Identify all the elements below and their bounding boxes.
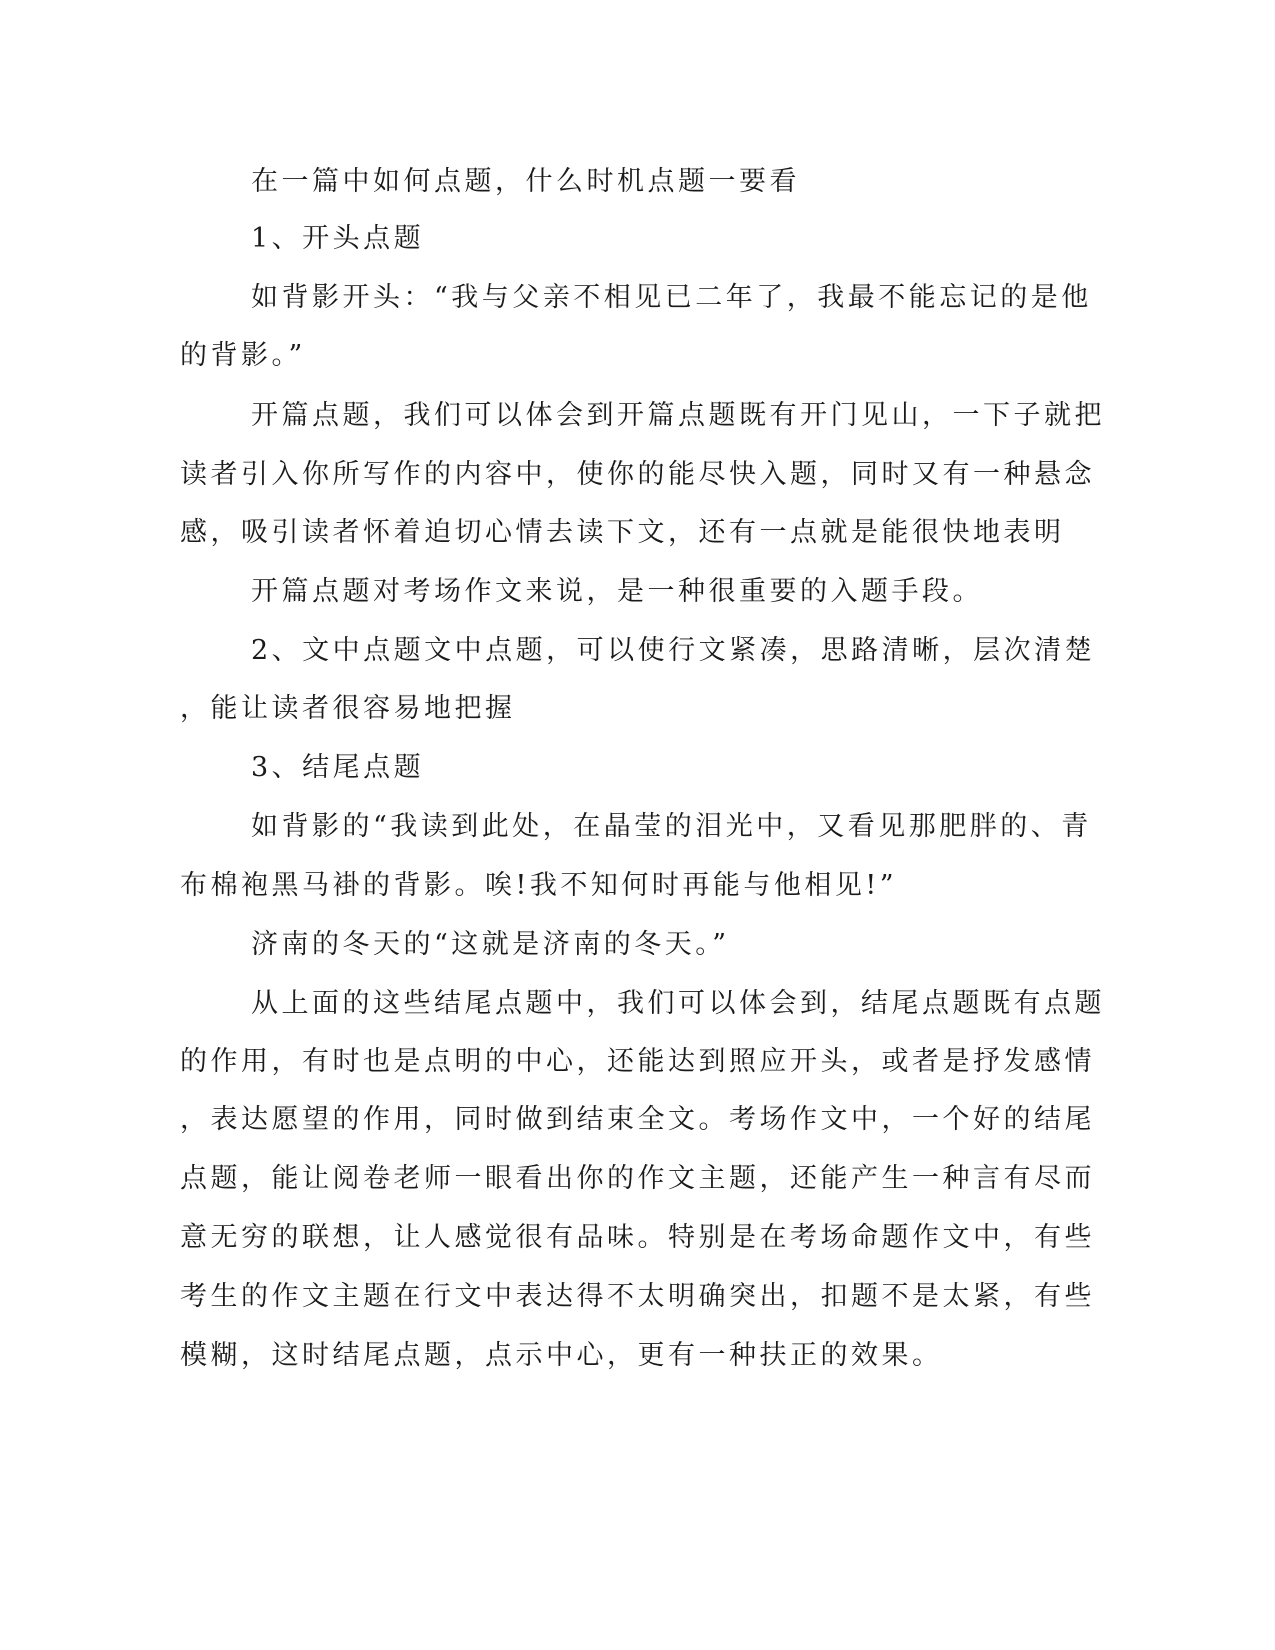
text-line: 开篇点题对考场作文来说，是一种很重要的入题手段。 xyxy=(251,576,983,607)
text-line: 如背影开头：“我与父亲不相见已二年了，我最不能忘记的是他 xyxy=(251,282,1092,313)
heading-opening-point: 1、开头点题 xyxy=(251,223,425,254)
text-line: 考生的作文主题在行文中表达得不太明确突出，扣题不是太紧，有些 xyxy=(180,1281,1095,1312)
heading-ending-point: 3、结尾点题 xyxy=(251,752,425,783)
text-line: 开篇点题，我们可以体会到开篇点题既有开门见山，一下子就把 xyxy=(251,400,1105,431)
text-line: 的背影。” xyxy=(180,340,306,371)
text-line: 布棉袍黑马褂的背影。唉!我不知何时再能与他相见!” xyxy=(180,870,898,901)
text-line: 点题，能让阅卷老师一眼看出你的作文主题，还能产生一种言有尽而 xyxy=(180,1163,1095,1194)
text-line-intro: 在一篇中如何点题，什么时机点题一要看 xyxy=(251,166,800,197)
text-line: 意无穷的联想，让人感觉很有品味。特别是在考场命题作文中，有些 xyxy=(180,1222,1095,1253)
text-line: 济南的冬天的“这就是济南的冬天。” xyxy=(251,929,730,960)
text-line: 如背影的“我读到此处，在晶莹的泪光中，又看见那肥胖的、青 xyxy=(251,811,1092,842)
text-line: 的作用，有时也是点明的中心，还能达到照应开头，或者是抒发感情 xyxy=(180,1046,1095,1077)
heading-middle-point: 2、文中点题文中点题，可以使行文紧凑，思路清晰，层次清楚 xyxy=(251,635,1096,666)
text-line: 从上面的这些结尾点题中，我们可以体会到，结尾点题既有点题 xyxy=(251,988,1105,1019)
text-line: 读者引入你所写作的内容中，使你的能尽快入题，同时又有一种悬念 xyxy=(180,459,1095,490)
text-line: ，能让读者很容易地把握 xyxy=(180,693,516,724)
text-line: ，表达愿望的作用，同时做到结束全文。考场作文中，一个好的结尾 xyxy=(180,1104,1095,1135)
text-line: 感，吸引读者怀着迫切心情去读下文，还有一点就是能很快地表明 xyxy=(180,517,1065,548)
text-line: 模糊，这时结尾点题，点示中心，更有一种扶正的效果。 xyxy=(180,1340,943,1371)
